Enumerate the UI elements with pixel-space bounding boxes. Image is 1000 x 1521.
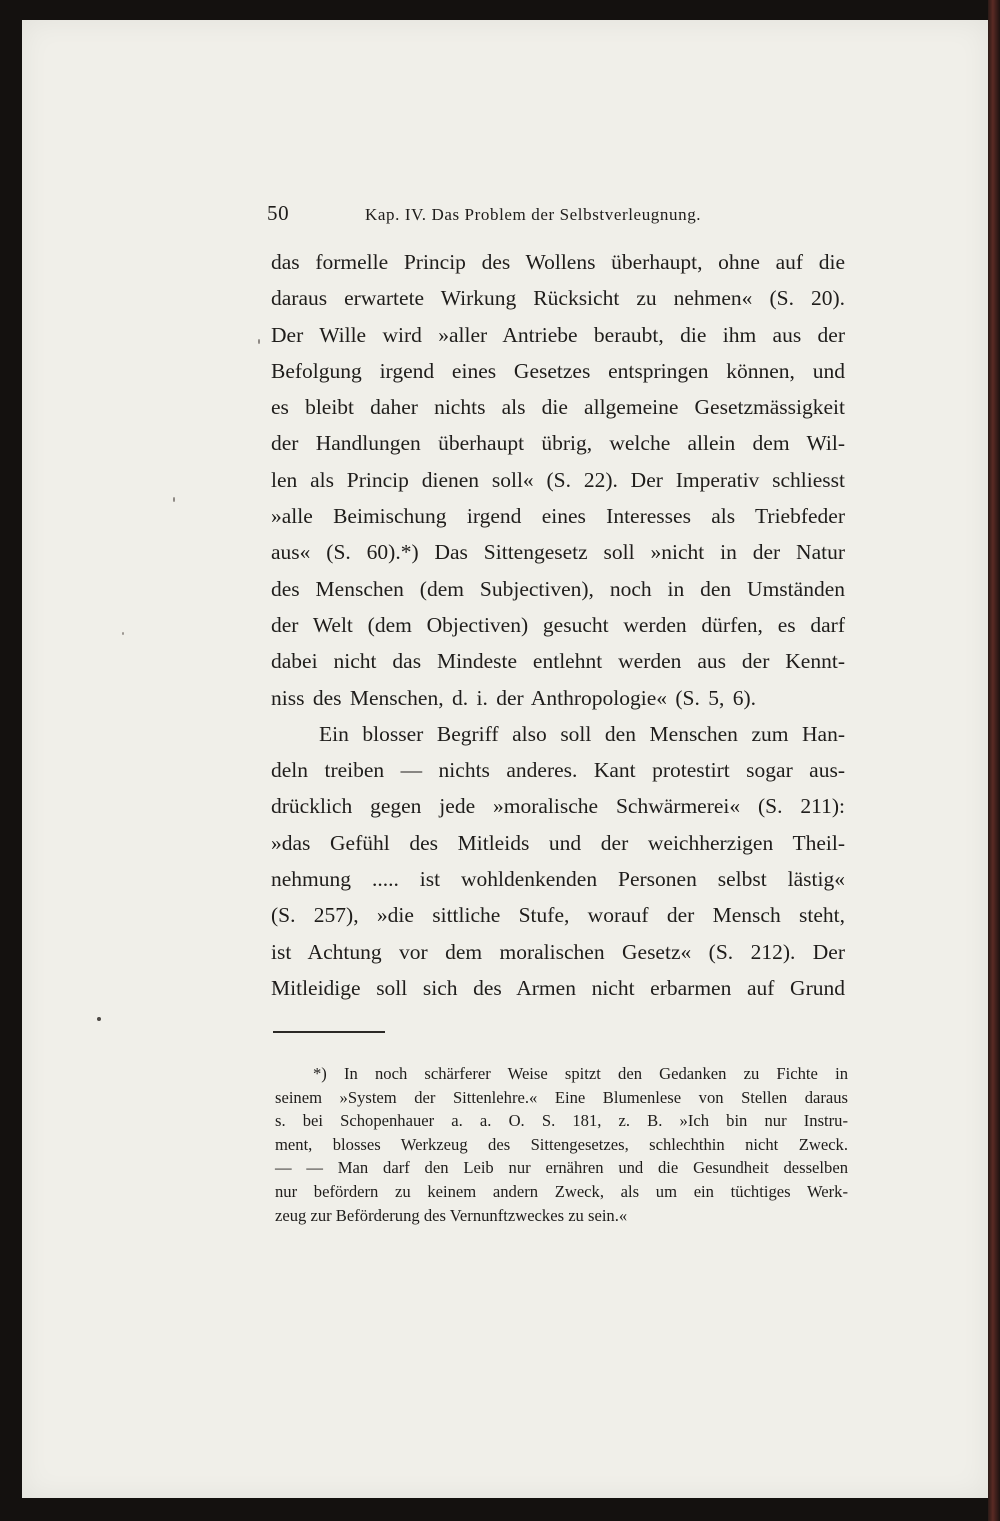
footnote-line: zeug zur Beförderung des Vernunftzweckes zu sein.«: [275, 1205, 628, 1225]
text-line: es bleibt daher nichts als die allgemeine Gesetzmässigkeit: [271, 395, 845, 420]
text-line: »das Gefühl des Mitleids und der weichherzigen Theil-: [271, 830, 845, 855]
text-line: drücklich gegen jede »moralische Schwärmerei« (S. 211):: [271, 794, 845, 819]
footnote-line: nur befördern zu keinem andern Zweck, als um ein tüchtiges Werk-: [275, 1181, 848, 1201]
text-line: der Welt (dem Objectiven) gesucht werden dürfen, es darf: [271, 612, 845, 637]
text-line: len als Princip dienen soll« (S. 22). Der Imperativ schliesst: [271, 467, 845, 492]
footnote-line: *) In noch schärferer Weise spitzt den Gedanken zu Fichte in: [313, 1064, 848, 1083]
footnote-rule: [273, 1031, 385, 1033]
footnote-line: seinem »System der Sittenlehre.« Eine Blumenlese von Stellen daraus: [275, 1087, 848, 1107]
paper-speck: [258, 339, 260, 344]
text-line: ist Achtung vor dem moralischen Gesetz« (S. 212). Der: [271, 939, 845, 964]
text-line: Mitleidige soll sich des Armen nicht erbarmen auf Grund: [271, 975, 845, 1000]
text-line: aus« (S. 60).*) Das Sittengesetz soll »nicht in der Natur: [271, 540, 845, 565]
text-line: das formelle Princip des Wollens überhaupt, ohne auf die: [271, 250, 845, 274]
text-line: daraus erwartete Wirkung Rücksicht zu nehmen« (S. 20).: [271, 286, 845, 311]
text-line: der Handlungen überhaupt übrig, welche allein dem Wil-: [271, 431, 845, 456]
paper-speck: [173, 497, 175, 502]
text-line: (S. 257), »die sittliche Stufe, worauf der Mensch steht,: [271, 903, 845, 928]
book-edge: [988, 0, 1000, 1521]
text-line: »alle Beimischung irgend eines Interesses als Triebfeder: [271, 504, 845, 529]
footnote-line: s. bei Schopenhauer a. a. O. S. 181, z. B. »Ich bin nur Instru-: [275, 1111, 848, 1131]
text-line: Befolgung irgend eines Gesetzes entspringen können, und: [271, 358, 845, 383]
text-line: Ein blosser Begriff also soll den Menschen zum Han-: [319, 721, 845, 746]
text-line: des Menschen (dem Subjectiven), noch in den Umständen: [271, 576, 845, 601]
paper-speck: [97, 1017, 101, 1021]
footnote: [275, 1062, 848, 1227]
running-title: Kap. IV. Das Problem der Selbstverleugnung.: [365, 205, 702, 224]
footnote-line: — — Man darf den Leib nur ernähren und die Gesundheit desselben: [275, 1158, 848, 1178]
text-line: nehmung ..... ist wohldenkenden Personen selbst lästig«: [271, 867, 845, 892]
page-header: [267, 201, 847, 226]
text-line: deln treiben — nichts anderes. Kant protestirt sogar aus-: [271, 758, 845, 783]
page-number: 50: [267, 201, 290, 225]
paper-speck: [122, 632, 124, 635]
footnote-line: ment, blosses Werkzeug des Sittengesetzes, schlechthin nicht Zweck.: [275, 1134, 848, 1154]
text-line: dabei nicht das Mindeste entlehnt werden aus der Kennt-: [271, 649, 845, 674]
main-text: [271, 244, 845, 1006]
text-line: niss des Menschen, d. i. der Anthropologie« (S. 5, 6).: [271, 685, 757, 710]
text-line: Der Wille wird »aller Antriebe beraubt, die ihm aus der: [271, 322, 845, 347]
